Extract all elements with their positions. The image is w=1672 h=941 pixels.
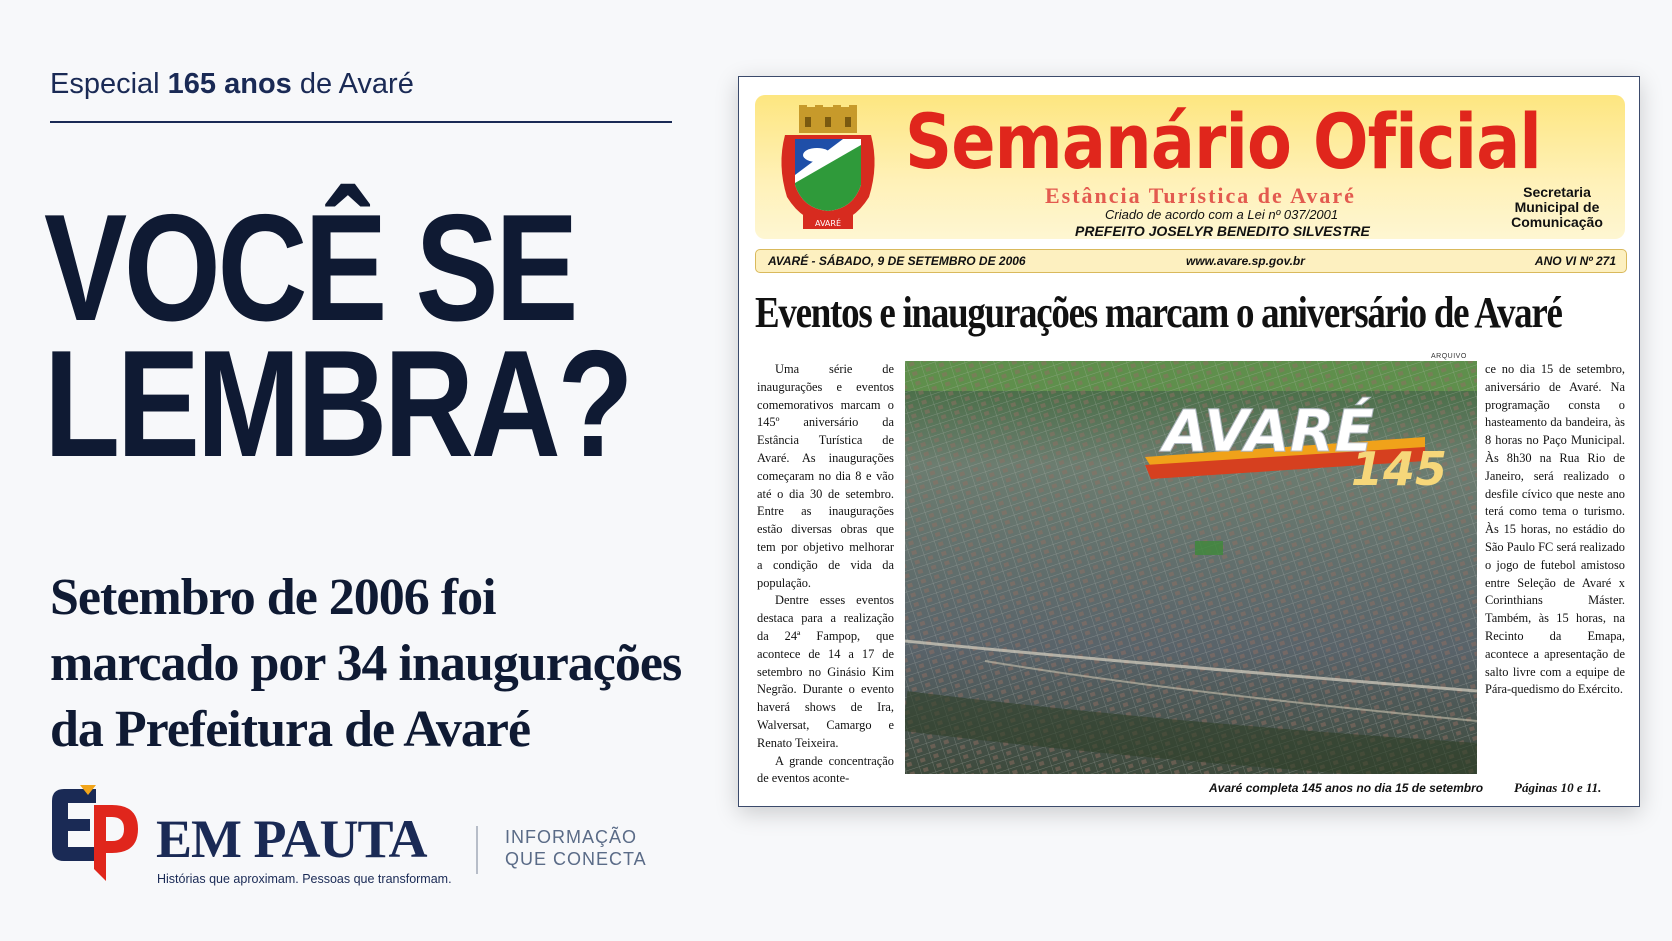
photo-credit: ARQUIVO bbox=[1431, 353, 1467, 360]
brand-name: EM PAUTA bbox=[156, 809, 427, 869]
subheadline bbox=[50, 565, 750, 763]
newspaper-law: Criado de acordo com a Lei nº 037/2001 bbox=[1105, 207, 1339, 222]
crest-label: AVARÉ bbox=[814, 219, 842, 228]
newspaper-secretariat: Secretaria Municipal de Comunicação bbox=[1511, 184, 1603, 230]
newspaper-subtitle: Estância Turística de Avaré bbox=[1045, 183, 1356, 208]
brand-slogan: INFORMAÇÃO QUE CONECTA bbox=[505, 827, 647, 869]
photo-logo-number: 145 bbox=[1351, 442, 1448, 496]
date-line: AVARÉ - SÁBADO, 9 DE SETEMBRO DE 2006 bbox=[768, 254, 1026, 268]
aerial-photo-image bbox=[905, 361, 1477, 774]
subhead-line: da Prefeitura de Avaré bbox=[50, 701, 531, 758]
article-column-left bbox=[757, 361, 894, 788]
subhead-line: Setembro de 2006 foi bbox=[50, 569, 496, 626]
em-pauta-logo-icon bbox=[50, 785, 142, 883]
masthead bbox=[755, 95, 1625, 239]
pages-reference: Páginas 10 e 11. bbox=[1514, 780, 1602, 795]
paragraph: ce no dia 15 de setembro, aniversário de Avaré. Na programação consta o hasteamento da bandeira, às 8 horas no Paço Municipal. Às 8h30 na Rua Rio de Janeiro, será realizado o desfile cívico que neste ano terá como tema o turismo. Às 15 horas, no estádio do São Paulo FC será realizado o jogo de futebol amistoso entre Seleção de Avaré x Corinthians Máster. Também, às 15 horas, na Recinto da Emapa, acontece a apresentação de salto livre com a equipe de Pára-quedismo do Exército. bbox=[1485, 362, 1625, 697]
main-headline bbox=[44, 183, 631, 489]
date-bar bbox=[755, 249, 1627, 273]
section-kicker: Especial 165 anos de Avaré bbox=[50, 68, 414, 100]
headline-line: VOCÊ SE bbox=[44, 183, 576, 353]
website: www.avare.sp.gov.br bbox=[1186, 254, 1305, 268]
headline-line: LEMBRA? bbox=[44, 319, 631, 489]
aerial-city-photo bbox=[905, 361, 1477, 774]
paragraph: Uma série de inaugurações e eventos comemorativos marcam o 145º aniversário da Estância Turística de Avaré. As inaugurações começaram no dia 8 e vão até o dia 30 de setembro. Entre as inaugurações estão diversas obras que tem por objetivo melhorar a condição de vida da população. bbox=[757, 362, 894, 590]
paragraph: A grande concentração de eventos aconte- bbox=[757, 753, 894, 786]
issue-number: ANO VI Nº 271 bbox=[1534, 254, 1616, 268]
article-column-right bbox=[1485, 361, 1625, 699]
brand-tagline: Histórias que aproximam. Pessoas que transformam. bbox=[157, 872, 452, 886]
paragraph: Dentre esses eventos destaca para a realização da 24ª Fampop, que acontece de 14 a 17 de setembro no Ginásio Kim Negrão. Durante o evento haverá shows de Ira, Walversat, Camargo e Renato Teixeira. bbox=[757, 593, 894, 750]
city-crest-icon bbox=[773, 105, 883, 233]
photo-logo-word: AVARÉ bbox=[1163, 397, 1375, 465]
subhead-line: marcado por 34 inaugurações bbox=[50, 635, 682, 692]
article-headline: Eventos e inaugurações marcam o aniversário de Avaré bbox=[755, 288, 1562, 337]
newspaper-page bbox=[738, 76, 1640, 807]
newspaper-title: Semanário Oficial bbox=[905, 97, 1541, 186]
brand-divider bbox=[476, 826, 478, 874]
kicker-divider bbox=[50, 121, 672, 123]
photo-caption: Avaré completa 145 anos no dia 15 de setembro bbox=[1209, 781, 1484, 795]
newspaper-mayor: PREFEITO JOSELYR BENEDITO SILVESTRE bbox=[1075, 223, 1370, 239]
